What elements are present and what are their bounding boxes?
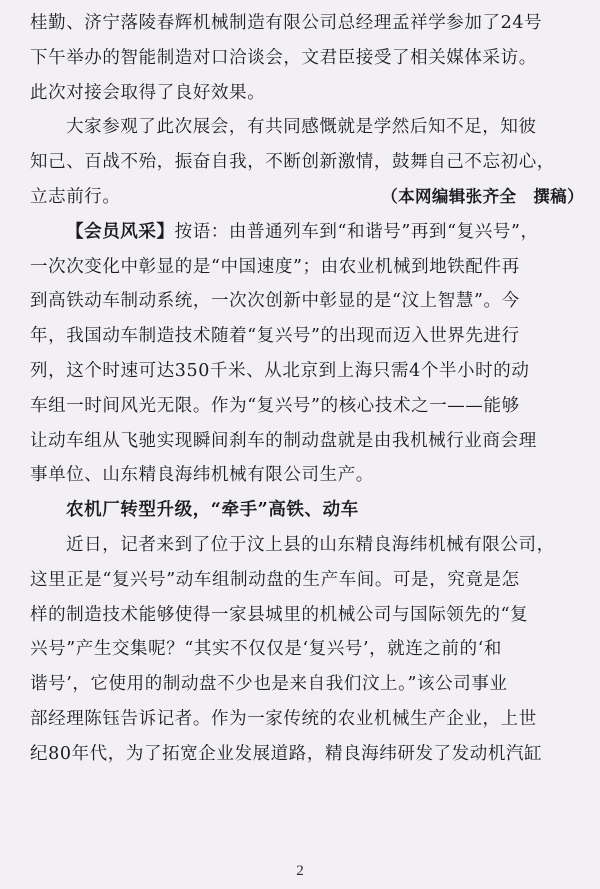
paragraph-5-line-4: 兴号”产生交集呢？“其实不仅仅是‘复兴号’，就连之前的‘和: [30, 639, 502, 660]
section-lead-label: 【会员风采】: [66, 221, 175, 242]
paragraph-2-line-3: 立志前行。: [30, 186, 121, 207]
paragraph-5-line-5: 谐号’，它使用的制动盘不少也是来自我们汶上。”该公司事业: [30, 674, 508, 695]
section-heading: 农机厂转型升级，“牵手”高铁、动车: [66, 500, 359, 521]
body-text: [30, 6, 584, 772]
paragraph-5-line-7: 纪80年代，为了拓宽企业发展道路，精良海纬研发了发动机汽缸: [30, 743, 543, 764]
paragraph-3-line-6: 车组一时间风光无限。作为“复兴号”的核心技术之一——能够: [30, 395, 520, 416]
paragraph-3-line-8: 事单位、山东精良海纬机械有限公司生产。: [30, 465, 374, 486]
paragraph-5-line-2: 这里正是“复兴号”动车组制动盘的生产车间。可是，究竟是怎: [30, 569, 520, 590]
paragraph-3-line-3: 到高铁动车制动系统，一次次创新中彰显的是“汶上智慧”。今: [30, 291, 520, 312]
paragraph-5-line-1: 近日，记者来到了位于汶上县的山东精良海纬机械有限公司，: [66, 534, 555, 555]
paragraph-1-line-2: 下午举办的智能制造对口洽谈会，文君臣接受了相关媒体采访。: [30, 47, 537, 68]
paragraph-3-line-5: 列，这个时速可达350千米、从北京到上海只需4个半小时的动: [30, 360, 530, 381]
paragraph-5-line-3: 样的制造技术能够使得一家县城里的机械公司与国际领先的“复: [30, 604, 529, 625]
paragraph-2-line-1: 大家参观了此次展会，有共同感慨就是学然后知不足，知彼: [66, 117, 537, 138]
paragraph-3-line-1-row: [30, 215, 580, 250]
page-number: 2: [296, 863, 304, 879]
paragraph-3-line-4: 年，我国动车制造技术随着“复兴号”的出现而迈入世界先进行: [30, 326, 520, 347]
paragraph-3-line-1: 按语：由普通列车到“和谐号”再到“复兴号”，: [174, 221, 539, 242]
paragraph-5-line-6: 部经理陈钰告诉记者。作为一家传统的农业机械生产企业，上世: [30, 708, 537, 729]
paragraph-1-line-1: 桂勤、济宁落陵春辉机械制造有限公司总经理孟祥学参加了24号: [30, 13, 543, 33]
paragraph-3-line-7: 让动车组从飞驰实现瞬间刹车的制动盘就是由我机械行业商会理: [30, 430, 537, 451]
paragraph-2-line-3-row: [30, 180, 584, 215]
paragraph-3-line-2: 一次次变化中彰显的是“中国速度”；由农业机械到地铁配件再: [30, 256, 520, 277]
author-signature: （本网编辑张齐全 撰稿）: [381, 186, 584, 206]
paragraph-2-line-2: 知己、百战不殆，振奋自我，不断创新激情，鼓舞自己不忘初心，: [30, 152, 555, 173]
paragraph-1-line-3: 此次对接会取得了良好效果。: [30, 82, 266, 103]
